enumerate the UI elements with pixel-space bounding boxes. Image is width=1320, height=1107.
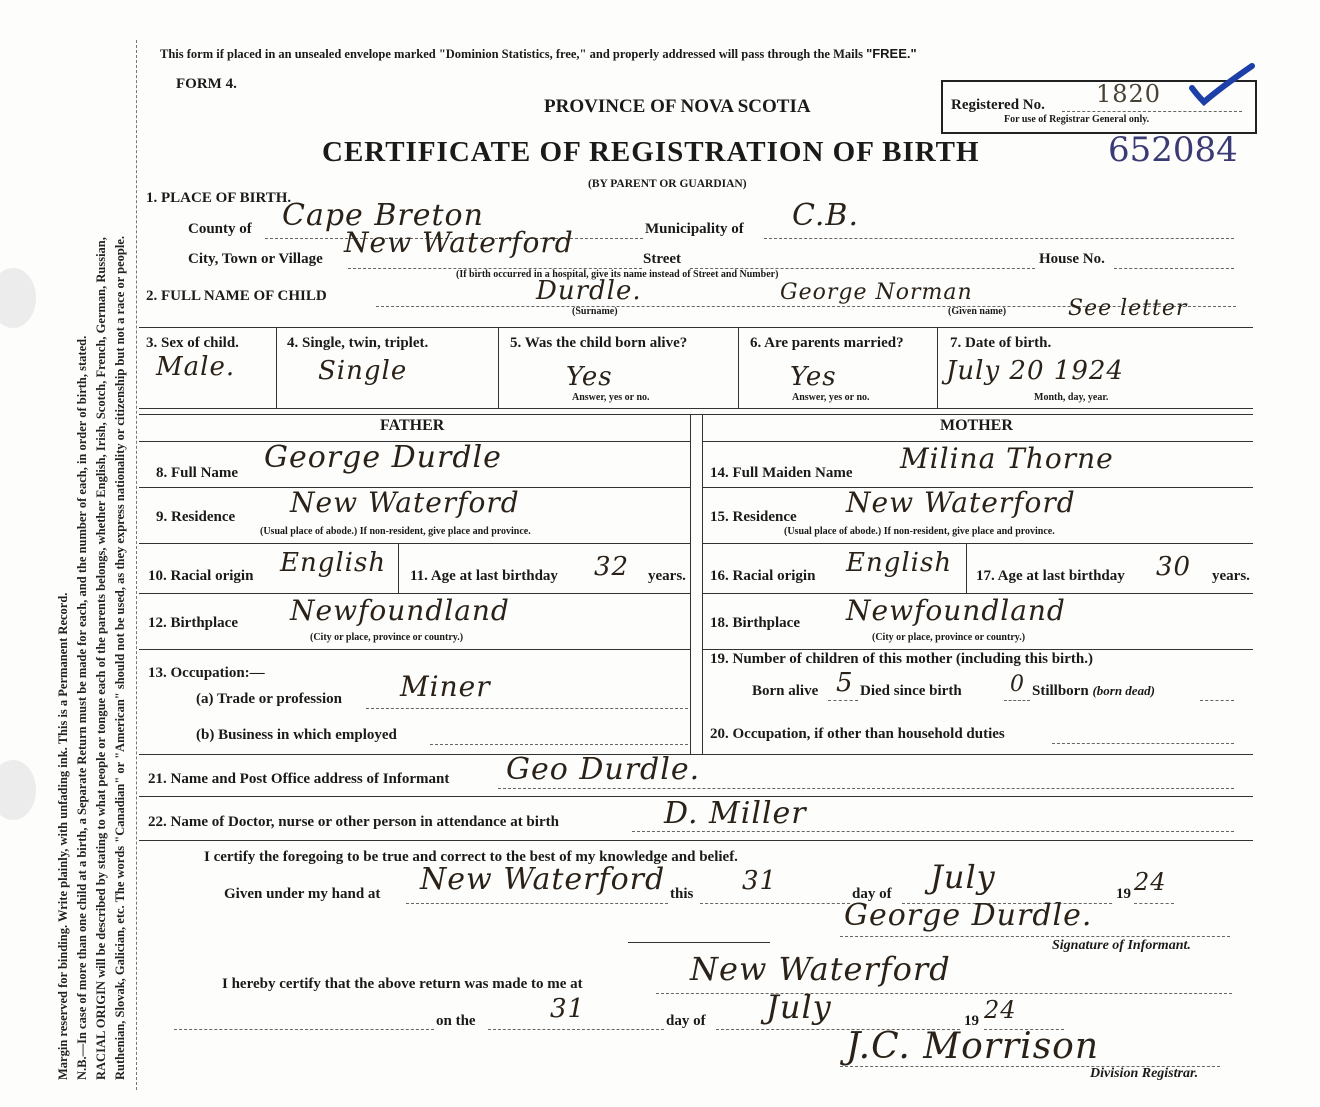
father-birthplace-value: Newfoundland [290, 594, 510, 627]
child-name-note: See letter [1068, 296, 1188, 321]
postal-note: This form if placed in an unsealed envelope marked "Dominion Statistics, free," and properly addressed will pass through the Mails "FREE." [160, 46, 917, 61]
hereby-label: I hereby certify that the above return was made to me at [222, 976, 583, 992]
parents-right-divider [702, 414, 703, 754]
province-heading: PROVINCE OF NOVA SCOTIA [544, 96, 811, 117]
parents-left-divider [690, 414, 691, 754]
father-residence-value: New Waterford [290, 486, 520, 519]
row3-divider [276, 327, 277, 408]
father-heading: FATHER [380, 417, 445, 434]
page-title: CERTIFICATE OF REGISTRATION OF BIRTH [322, 136, 980, 168]
mother-residence-caption: (Usual place of abode.) If non-resident, give place and province. [784, 526, 1055, 537]
mother-birthplace-value: Newfoundland [846, 594, 1066, 627]
mother-birthplace-caption: (City or place, province or country.) [872, 632, 1026, 643]
stamp-number: 652084 [1108, 130, 1238, 170]
mother-row-rule [702, 543, 1253, 544]
certify-statement: I certify the foregoing to be true and correct to the best of my knowledge and belief. [204, 849, 738, 865]
mother-name-label: 14. Full Maiden Name [710, 465, 853, 481]
father-row-rule [139, 543, 691, 544]
mother-years-label: years. [1212, 568, 1250, 584]
mother-age-label: 17. Age at last birthday [976, 568, 1125, 584]
registered-label: Registered No. [951, 97, 1045, 113]
father-name-value: George Durdle [264, 440, 502, 475]
year-prefix: 19 [1116, 886, 1131, 902]
signature-line [840, 936, 1230, 937]
doctor-label: 22. Name of Doctor, nurse or other person in attendance at birth [148, 814, 559, 830]
registrar-caption: Division Registrar. [1090, 1066, 1199, 1081]
hereby-place-line [656, 993, 1232, 994]
stillborn-line [1200, 700, 1234, 701]
county-value: Cape Breton [282, 198, 484, 233]
mother-age-divider [966, 543, 967, 593]
surname-caption: (Surname) [572, 306, 618, 317]
stillborn-label: Stillborn (born dead) [1032, 683, 1155, 699]
row3-bottom-border [139, 408, 1253, 409]
died-line [1004, 700, 1030, 701]
row3-top-border [139, 327, 1253, 328]
mother-birthplace-label: 18. Birthplace [710, 615, 800, 631]
alive-caption: Answer, yes or no. [572, 392, 650, 403]
registered-number: 1820 [1096, 80, 1162, 108]
father-occupation-label: 13. Occupation:— [148, 665, 265, 681]
mother-name-value: Milina Thorne [900, 442, 1114, 475]
year-prefix-2: 19 [964, 1013, 979, 1029]
mother-racial-value: English [846, 548, 953, 578]
margin-note-4: Ruthenian, Slovak, Galician, etc. The words "Canadian" or "American" should not be used, as they express nationality or citizenship but not a race or people. [113, 235, 127, 1080]
street-label: Street [643, 251, 682, 267]
day-of-label: day of [852, 886, 892, 902]
alive-value: Yes [566, 362, 613, 392]
this-day-value: 31 [742, 866, 778, 896]
city-value: New Waterford [344, 226, 574, 259]
row3-divider [498, 327, 499, 408]
check-mark-icon [1186, 58, 1258, 108]
month-value: July [930, 858, 996, 896]
margin-note-1: Margin reserved for binding. Write plainly, with unfading ink. This is a Permanent Record. [56, 592, 70, 1080]
informant-label: 21. Name and Post Office address of Informant [148, 771, 450, 787]
died-label: Died since birth [860, 683, 962, 699]
on-day-line [488, 1029, 664, 1030]
father-residence-label: 9. Residence [156, 509, 236, 525]
born-alive-value: 5 [836, 668, 854, 698]
single-value: Single [318, 356, 408, 386]
signature-divider [628, 942, 770, 943]
father-trade-line [366, 708, 688, 709]
city-label: City, Town or Village [188, 251, 323, 267]
house-label: House No. [1039, 251, 1105, 267]
informant-value: Geo Durdle. [506, 752, 701, 787]
on-the-lead-line [174, 1029, 434, 1030]
married-value: Yes [790, 362, 837, 392]
father-business-label: (b) Business in which employed [196, 727, 397, 743]
child-given-name: George Norman [780, 280, 973, 305]
mother-age-value: 30 [1156, 552, 1192, 582]
father-residence-caption: (Usual place of abode.) If non-resident, give place and province. [260, 526, 531, 537]
single-label: 4. Single, twin, triplet. [287, 335, 429, 351]
father-age-label: 11. Age at last birthday [410, 568, 558, 584]
mother-residence-value: New Waterford [846, 486, 1076, 519]
father-trade-value: Miner [400, 670, 491, 703]
doctor-value: D. Miller [664, 796, 807, 831]
given-name-caption: (Given name) [948, 306, 1007, 317]
on-day-value: 31 [550, 994, 586, 1024]
mother-row-rule [702, 649, 1253, 650]
alive-label: 5. Was the child born alive? [510, 335, 688, 351]
father-name-label: 8. Full Name [156, 465, 239, 481]
year-suffix: 24 [1134, 868, 1167, 896]
given-label: Given under my hand at [224, 886, 381, 902]
given-place-line [406, 903, 668, 904]
child-name-label: 2. FULL NAME OF CHILD [146, 288, 327, 304]
certify-top-border [139, 840, 1253, 841]
informant-line [498, 788, 1234, 789]
date-caption: Month, day, year. [1034, 392, 1109, 403]
father-row-rule [139, 649, 691, 650]
father-birthplace-caption: (City or place, province or country.) [310, 632, 464, 643]
row3-divider [738, 327, 739, 408]
registered-line [1062, 111, 1242, 112]
binding-margin-line [136, 40, 137, 1090]
parents-top-border [139, 414, 1253, 415]
year-suffix-2: 24 [984, 996, 1017, 1024]
mother-occupation-label: 20. Occupation, if other than household duties [710, 726, 1005, 742]
mother-occupation-line [1052, 743, 1234, 744]
married-caption: Answer, yes or no. [792, 392, 870, 403]
date-value: July 20 1924 [946, 356, 1124, 386]
child-surname: Durdle. [536, 276, 642, 306]
died-value: 0 [1010, 672, 1025, 697]
father-years-label: years. [648, 568, 686, 584]
mother-children-label: 19. Number of children of this mother (including this birth.) [710, 651, 1093, 667]
registrar-signature: J.C. Morrison [846, 1026, 1100, 1067]
municipality-value: C.B. [792, 198, 860, 233]
day-of-label-2: day of [666, 1013, 706, 1029]
born-alive-line [828, 700, 858, 701]
date-label: 7. Date of birth. [950, 335, 1052, 351]
mother-heading: MOTHER [940, 417, 1013, 434]
sex-label: 3. Sex of child. [146, 335, 239, 351]
father-birthplace-label: 12. Birthplace [148, 615, 238, 631]
hospital-note: (If birth occurred in a hospital, give its name instead of Street and Number) [456, 269, 779, 280]
margin-notes [0, 0, 138, 1107]
mother-residence-label: 15. Residence [710, 509, 797, 525]
year-line [1134, 903, 1174, 904]
mother-racial-label: 16. Racial origin [710, 568, 816, 584]
place-of-birth-title: 1. PLACE OF BIRTH. [146, 190, 292, 206]
county-label: County of [188, 221, 252, 237]
signature-caption: Signature of Informant. [1052, 938, 1191, 953]
this-day-line [700, 903, 850, 904]
doctor-line [632, 831, 1234, 832]
father-racial-label: 10. Racial origin [148, 568, 254, 584]
father-racial-value: English [280, 548, 387, 578]
father-trade-label: (a) Trade or profession [196, 691, 342, 707]
father-age-value: 32 [594, 552, 630, 582]
house-line [1114, 268, 1234, 269]
form-number: FORM 4. [176, 76, 237, 92]
on-the-label: on the [436, 1013, 476, 1029]
row3-divider [937, 327, 938, 408]
given-place-value: New Waterford [420, 862, 666, 897]
margin-note-2: N.B.—In case of more than one child at a birth, a Separate Return must be made for each, and the number of each, in order of birth, stated. [75, 335, 89, 1080]
municipality-label: Municipality of [645, 221, 744, 237]
sex-value: Male. [156, 352, 236, 382]
page-subtitle: (BY PARENT OR GUARDIAN) [588, 178, 747, 190]
informant-signature: George Durdle. [844, 898, 1093, 933]
month2-value: July [766, 988, 832, 1026]
municipality-line [764, 238, 1234, 239]
registrar-note: For use of Registrar General only. [1004, 114, 1150, 125]
married-label: 6. Are parents married? [750, 335, 904, 351]
this-label: this [670, 886, 694, 902]
father-business-line [430, 744, 688, 745]
margin-note-3: RACIAL ORIGIN will be described by stating to what people or tongue each of the parents belongs, whether English, Irish, Scotch, French, German, Russian, [94, 237, 108, 1080]
born-alive-label: Born alive [752, 683, 819, 699]
father-age-divider [398, 543, 399, 593]
hereby-place-value: New Waterford [690, 950, 951, 988]
